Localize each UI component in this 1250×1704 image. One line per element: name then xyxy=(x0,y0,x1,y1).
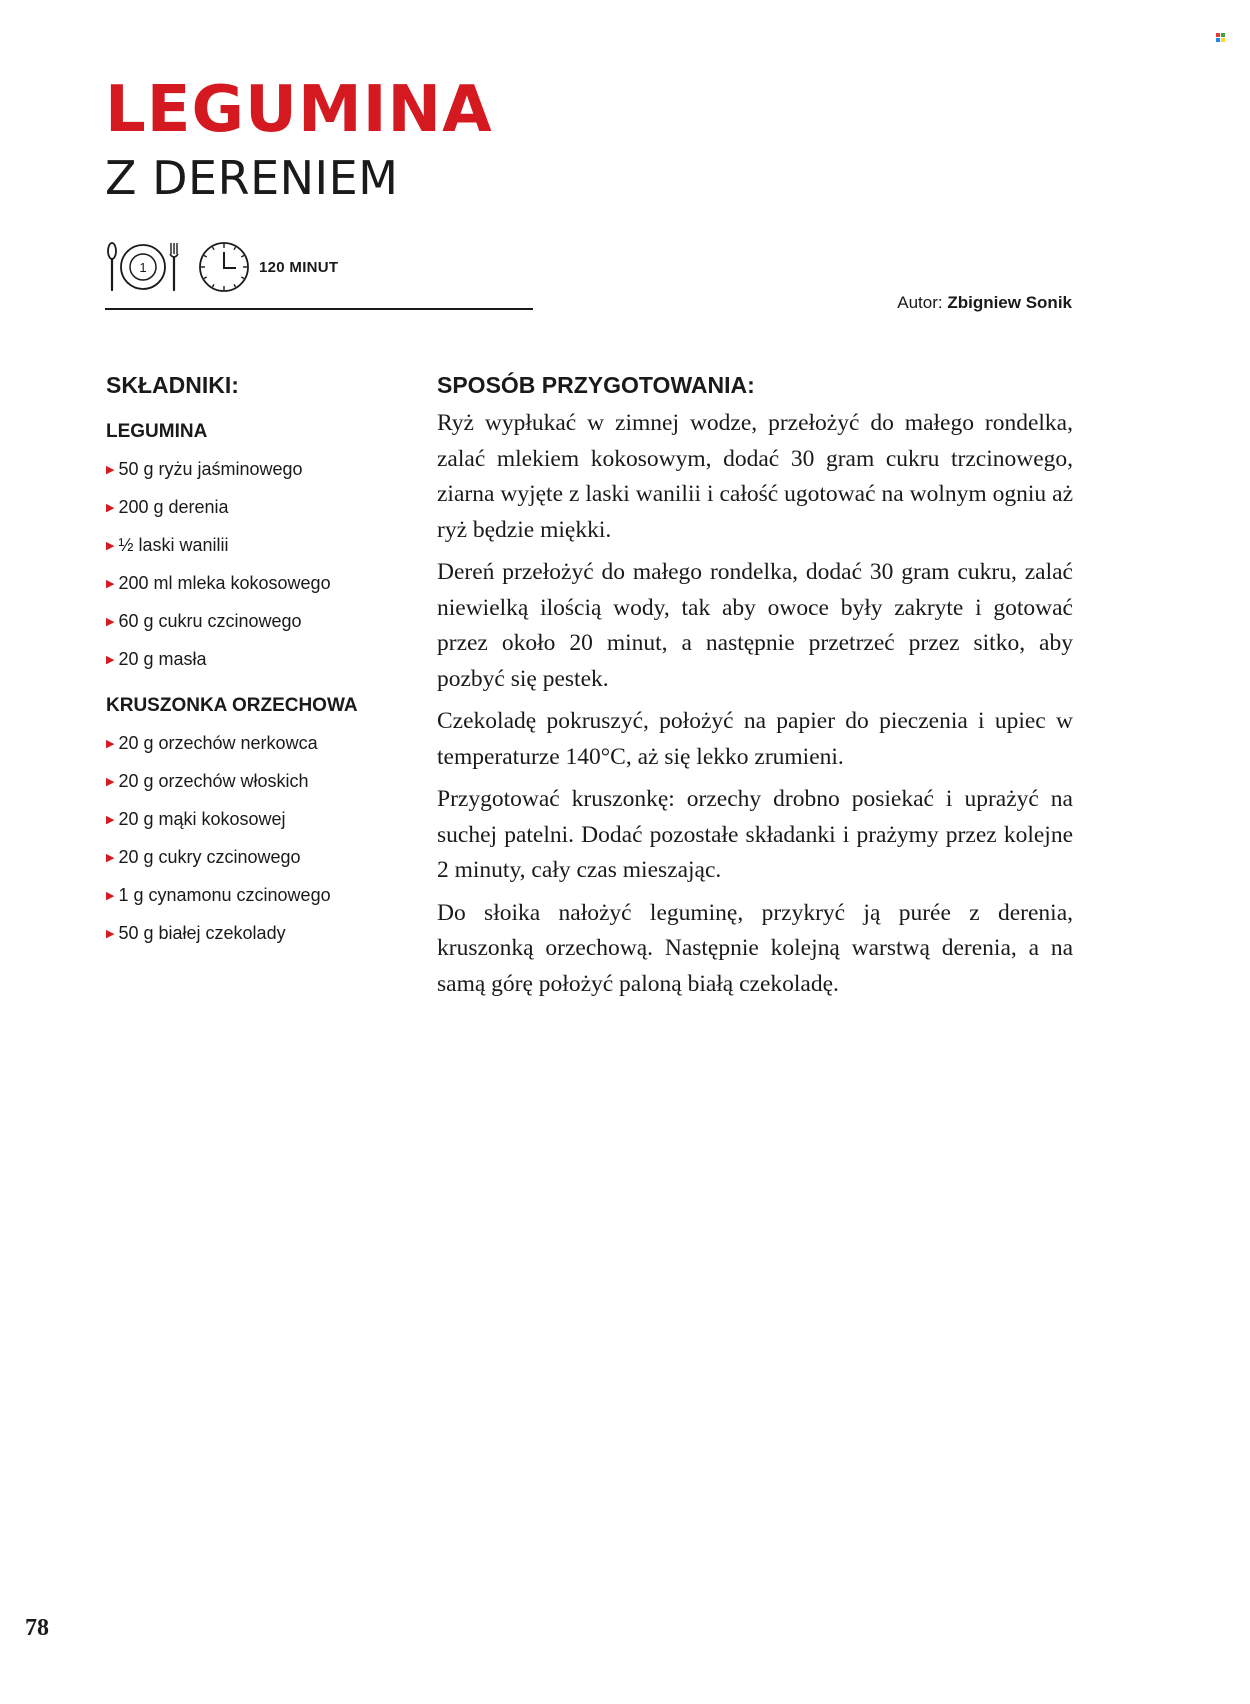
method-step: Do słoika nałożyć leguminę, przykryć ją purée z derenia, kruszonką orzechową. Następnie kolejną warstwą derenia, a na samą górę położyć paloną białą czekoladę. xyxy=(437,899,1073,997)
ingredients-heading: SKŁADNIKI: xyxy=(106,372,239,398)
ingredient-item: ▶ 50 g białej czekolady xyxy=(106,923,286,943)
header-divider xyxy=(105,308,533,310)
ingredient-item: ▶ 200 g derenia xyxy=(106,497,229,517)
ingredient-item: ▶ ½ laski wanilii xyxy=(106,535,229,555)
color-registration-mark xyxy=(1216,33,1225,42)
bullet-triangle-icon: ▶ xyxy=(106,654,115,666)
clock-icon xyxy=(198,241,250,293)
ingredient-item: ▶ 20 g orzechów włoskich xyxy=(106,771,309,791)
ingredient-item: ▶ 20 g masła xyxy=(106,649,207,669)
time-label: 120 MINUT xyxy=(259,258,339,276)
ingredient-group-title: LEGUMINA xyxy=(106,421,208,442)
bullet-triangle-icon: ▶ xyxy=(106,852,115,864)
ingredient-item: ▶ 20 g cukry czcinowego xyxy=(106,847,301,867)
method-section xyxy=(437,368,1073,1009)
bullet-triangle-icon: ▶ xyxy=(106,738,115,750)
method-step: Czekoladę pokruszyć, położyć na papier do pieczenia i upiec w temperaturze 140°C, aż się lekko zrumieni. xyxy=(437,708,1073,770)
bullet-triangle-icon: ▶ xyxy=(106,464,115,476)
bullet-triangle-icon: ▶ xyxy=(106,890,115,902)
bullet-triangle-icon: ▶ xyxy=(106,540,115,552)
bullet-triangle-icon: ▶ xyxy=(106,578,115,590)
author xyxy=(897,293,1072,313)
ingredient-item: ▶ 20 g orzechów nerkowca xyxy=(106,733,318,753)
ingredient-list xyxy=(106,726,406,954)
ingredient-item: ▶ 60 g cukru czcinowego xyxy=(106,611,302,631)
method-step: Przygotować kruszonkę: orzechy drobno posiekać i uprażyć na suchej patelni. Dodać pozostałe składanki i prażymy przez kolejne 2 minuty, cały czas mieszając. xyxy=(437,786,1073,883)
bullet-triangle-icon: ▶ xyxy=(106,814,115,826)
ingredient-group-title: KRUSZONKA ORZECHOWA xyxy=(106,695,358,716)
bullet-triangle-icon: ▶ xyxy=(106,502,115,514)
recipe-meta xyxy=(105,240,338,294)
plate-icon xyxy=(105,240,181,294)
ingredient-item: ▶ 1 g cynamonu czcinowego xyxy=(106,885,331,905)
ingredient-list xyxy=(106,452,406,680)
recipe-subtitle: Z DERENIEM xyxy=(105,151,399,205)
page-number: 78 xyxy=(25,1615,49,1641)
method-step: Dereń przełożyć do małego rondelka, dodać 30 gram cukru, zalać niewielką ilością wody, tak aby owoce były zakryte i gotować przez około 20 minut, a następnie przetrzeć przez sitko, aby pozbyć się pestek. xyxy=(437,559,1073,692)
ingredient-item: ▶ 50 g ryżu jaśminowego xyxy=(106,459,303,479)
method-step: Ryż wypłukać w zimnej wodze, przełożyć do małego rondelka, zalać mlekiem kokosowym, dodać 30 gram cukru trzcinowego, ziarna wyjęte z laski wanilii i całość ugotować na wolnym ogniu aż ryż będzie miękki. xyxy=(437,410,1073,543)
author-label: Autor: xyxy=(897,293,943,312)
servings-count: 1 xyxy=(139,260,147,275)
bullet-triangle-icon: ▶ xyxy=(106,776,115,788)
ingredient-item: ▶ 200 ml mleka kokosowego xyxy=(106,573,331,593)
bullet-triangle-icon: ▶ xyxy=(106,616,115,628)
bullet-triangle-icon: ▶ xyxy=(106,928,115,940)
method-heading: SPOSÓB PRZYGOTOWANIA: xyxy=(437,372,755,398)
recipe-title: LEGUMINA xyxy=(105,73,493,147)
author-name: Zbigniew Sonik xyxy=(947,293,1072,312)
ingredient-item: ▶ 20 g mąki kokosowej xyxy=(106,809,286,829)
ingredients-section xyxy=(106,368,406,966)
